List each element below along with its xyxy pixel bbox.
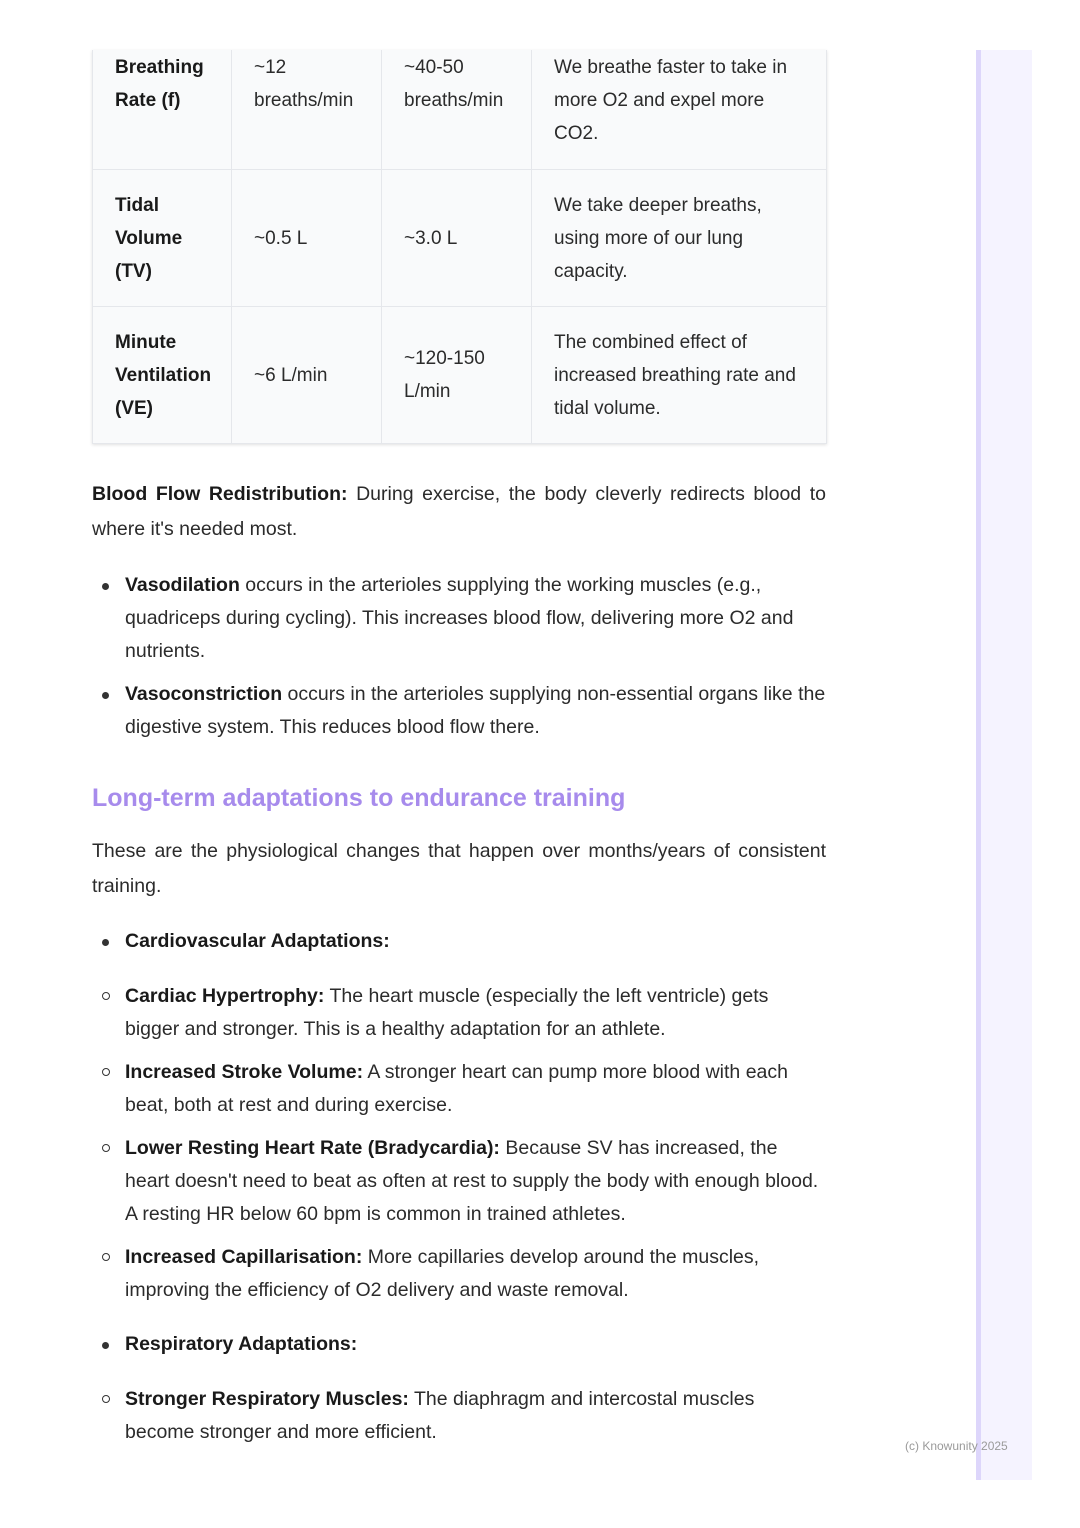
explanation-cell: We take deeper breaths, using more of our lung capacity. xyxy=(532,170,827,307)
item-term: Cardiac Hypertrophy: xyxy=(125,985,325,1007)
section-heading: Long-term adaptations to endurance training xyxy=(92,784,626,812)
table-row xyxy=(93,307,827,444)
row-label: Breathing Rate (f) xyxy=(93,50,232,170)
item-term: Increased Stroke Volume: xyxy=(125,1061,364,1083)
explanation-cell: We breathe faster to take in more O2 and expel more CO2. xyxy=(532,50,827,170)
respiratory-list xyxy=(92,1328,826,1361)
bullet-text: occurs in the arterioles supplying the working muscles (e.g., quadriceps during cycling). This increases blood flow, delivering more O2 and nutrients. xyxy=(125,574,794,662)
list-item xyxy=(92,1056,826,1122)
bullet-term: Vasodilation xyxy=(125,574,240,596)
list-item xyxy=(92,1328,826,1361)
long-term-intro: These are the physiological changes that happen over months/years of consistent training. xyxy=(92,840,826,897)
table-row xyxy=(93,50,827,170)
rest-value: ~6 L/min xyxy=(232,307,382,444)
cardio-list xyxy=(92,925,826,958)
list-item xyxy=(92,1132,826,1231)
row-label: Minute Ventilation (VE) xyxy=(93,307,232,444)
bullet-term: Vasoconstriction xyxy=(125,683,283,705)
list-item xyxy=(92,569,826,668)
exercise-value: ~40-50 breaths/min xyxy=(382,50,532,170)
respiratory-sublist xyxy=(92,1383,826,1449)
blood-flow-term: Blood Flow Redistribution: xyxy=(92,483,348,505)
item-text: The diaphragm and intercostal muscles become stronger and more efficient. xyxy=(125,1388,755,1443)
bullet-text: occurs in the arterioles supplying non-essential organs like the digestive system. This reduces blood flow there. xyxy=(125,683,826,738)
blood-flow-text: During exercise, the body cleverly redirects blood to where it's needed most. xyxy=(92,483,826,540)
list-item xyxy=(92,1383,826,1449)
blood-flow-list xyxy=(92,569,826,744)
row-label: Tidal Volume (TV) xyxy=(93,170,232,307)
item-term: Increased Capillarisation: xyxy=(125,1246,363,1268)
item-text: Because SV has increased, the heart doesn't need to beat as often at rest to supply the body with enough blood. A resting HR below 60 bpm is common in trained athletes. xyxy=(125,1137,819,1225)
item-text: A stronger heart can pump more blood with each beat, both at rest and during exercise. xyxy=(125,1061,788,1116)
respiratory-title: Respiratory Adaptations: xyxy=(125,1333,358,1355)
rest-value: ~0.5 L xyxy=(232,170,382,307)
list-item xyxy=(92,925,826,958)
rest-value: ~12 breaths/min xyxy=(232,50,382,170)
cardio-title: Cardiovascular Adaptations: xyxy=(125,930,390,952)
list-item xyxy=(92,678,826,744)
exercise-value: ~120-150 L/min xyxy=(382,307,532,444)
cardio-sublist xyxy=(92,980,826,1307)
explanation-cell: The combined effect of increased breathing rate and tidal volume. xyxy=(532,307,827,444)
list-item xyxy=(92,1241,826,1307)
side-margin-rail xyxy=(976,50,1032,1480)
item-text: More capillaries develop around the muscles, improving the efficiency of O2 delivery and waste removal. xyxy=(125,1246,760,1301)
item-term: Stronger Respiratory Muscles: xyxy=(125,1388,409,1410)
blood-flow-paragraph xyxy=(92,477,826,547)
item-text: The heart muscle (especially the left ventricle) gets bigger and stronger. This is a healthy adaptation for an athlete. xyxy=(125,985,769,1040)
copyright-note: (c) Knowunity 2025 xyxy=(905,1439,1008,1453)
breathing-stats-table xyxy=(92,50,827,444)
table-row xyxy=(93,170,827,307)
exercise-value: ~3.0 L xyxy=(382,170,532,307)
list-item xyxy=(92,980,826,1046)
item-term: Lower Resting Heart Rate (Bradycardia): xyxy=(125,1137,500,1159)
